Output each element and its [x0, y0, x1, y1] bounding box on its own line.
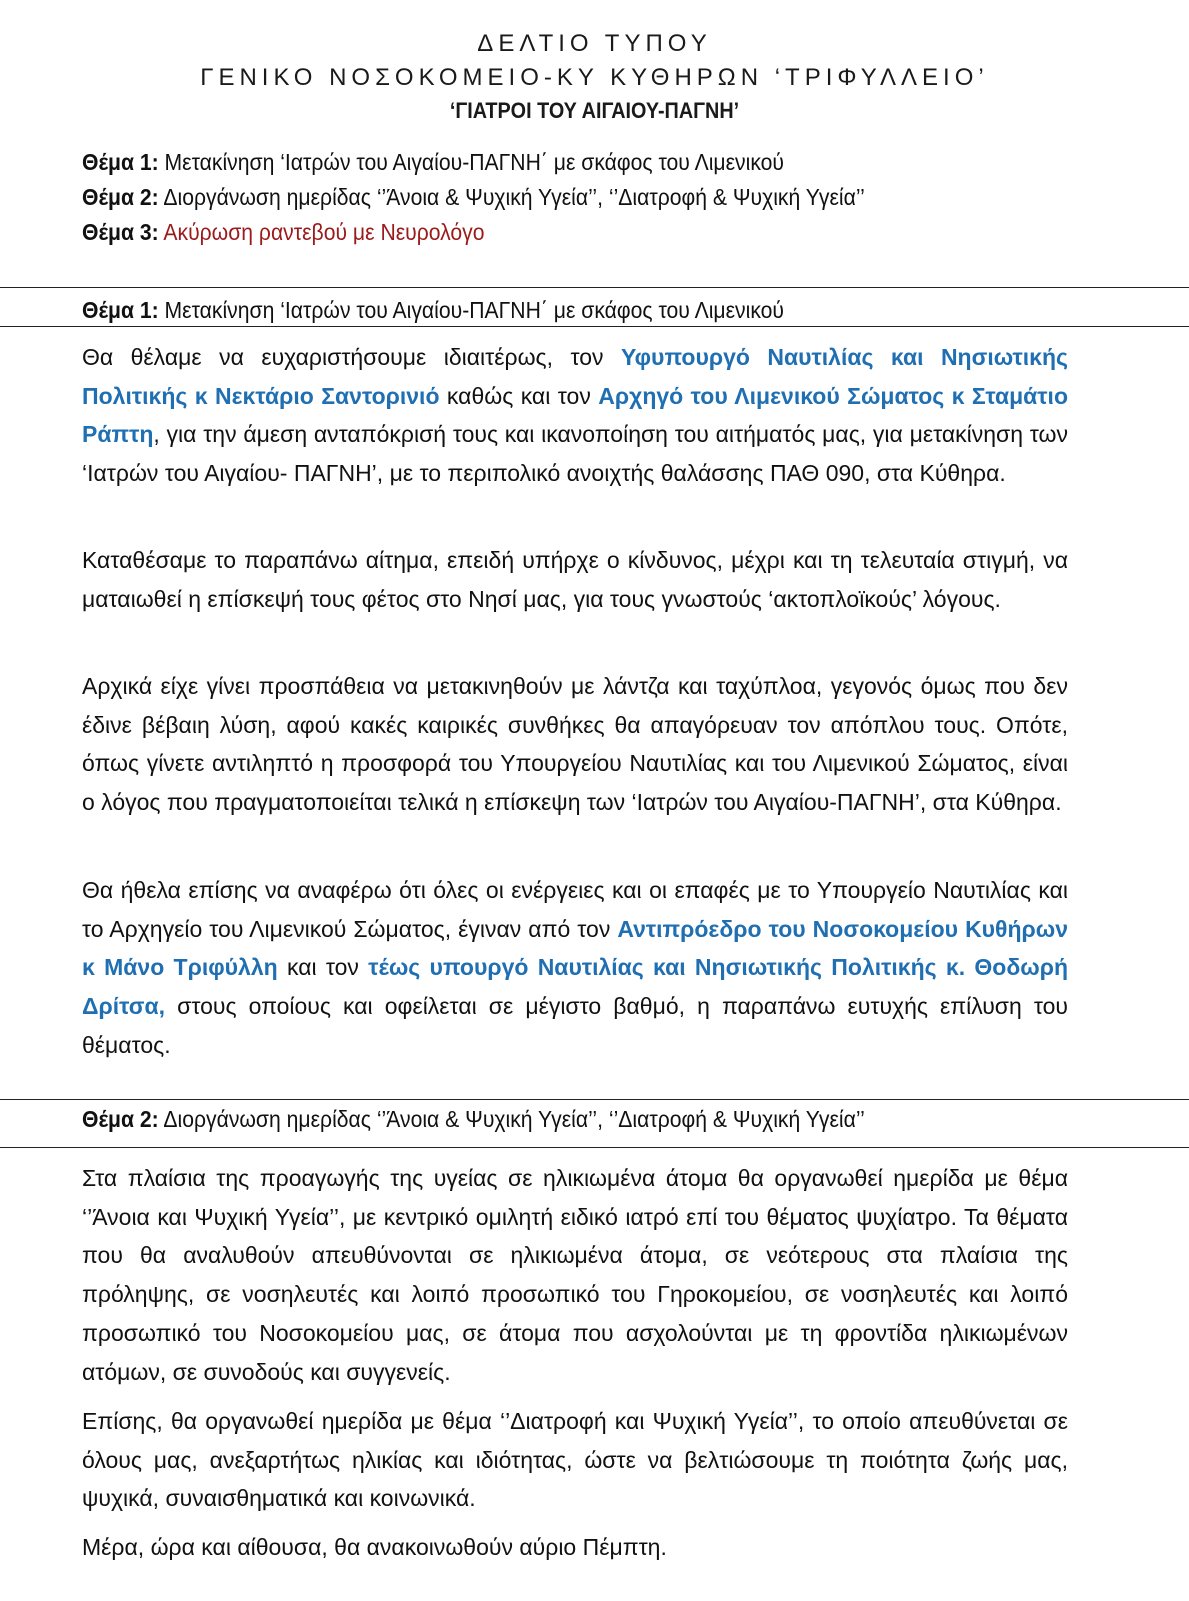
text: Θα θέλαμε να ευχαριστήσουμε ιδιαιτέρως, τον	[82, 344, 621, 370]
topic-2	[82, 184, 865, 211]
hospital-name: ΓΕΝΙΚΟ ΝΟΣΟΚΟΜΕΙΟ-ΚΥ ΚΥΘΗΡΩΝ ‘ΤΡΙΦΥΛΛΕΙΟ’	[200, 64, 989, 91]
text: και τον	[277, 954, 369, 981]
section-divider	[0, 287, 1189, 288]
topic-3	[82, 219, 485, 246]
section-divider	[0, 326, 1189, 327]
topic-text: Μετακίνηση ‘Ιατρών του Αιγαίου-ΠΑΓΝΗ΄ με σκάφος του Λιμενικού	[158, 149, 784, 175]
topic-label: Θέμα 3:	[82, 219, 159, 245]
topic-text: Ακύρωση ραντεβού με Νευρολόγο	[158, 219, 485, 245]
highlighted-name: Αντιπρόεδρο του Νοσοκομείου Κυθήρων κ Μάνο Τριφύλλη	[82, 915, 1068, 981]
text: Θα ήθελα επίσης να αναφέρω ότι όλες οι ενέργειες και οι επαφές με το Υπουργείο Ναυτιλίας και το Αρχηγείο του Λιμενικού Σώματος, έγιναν από τον	[82, 877, 1068, 942]
topic-1	[82, 149, 784, 176]
section-title: Διοργάνωση ημερίδας ‘’Άνοια & Ψυχική Υγεία’’, ‘’Διατροφή & Ψυχική Υγεία’’	[158, 1106, 865, 1132]
highlighted-name: Υφυπουργό Ναυτιλίας και Νησιωτικής Πολιτικής κ Νεκτάριο Σαντορινιό	[82, 344, 1069, 409]
topic-label: Θέμα 1:	[82, 149, 159, 175]
section-2-paragraph-2: Επίσης, θα οργανωθεί ημερίδα με θέμα ‘’Διατροφή και Ψυχική Υγεία’’, το οποίο απευθύνεται σε όλους μας, ανεξαρτήτως ηλικίας και ιδιότητας, ώστε να βελτιώσουμε τη ποιότητα ζωής μας, ψυχικά, συναισθηματικά και κοινωνικά.	[82, 1408, 1068, 1512]
program-name: ‘ΓΙΑΤΡΟΙ ΤΟΥ ΑΙΓΑΙΟΥ-ΠΑΓΝΗ’	[449, 98, 740, 123]
section-2-paragraph-1: Στα πλαίσια της προαγωγής της υγείας σε ηλικιωμένα άτομα θα οργανωθεί ημερίδα με θέμα ‘’Άνοια και Ψυχική Υγεία’’, με κεντρικό ομιλητή ειδικό ιατρό επί του θέματος ψυχίατρο. Τα θέματα που θα αναλυθούν απευθύνονται σε ηλικιωμένα άτομα, σε νεότερους στα πλαίσια της πρόληψης, σε νοσηλευτές και λοιπό προσωπικό του Γηροκομείου, σε νοσηλευτές και λοιπό προσωπικό του Νοσοκομείου μας, σε άτομα που ασχολούνται με τη φροντίδα ηλικιωμένων ατόμων, σε συνοδούς και συγγενείς.	[82, 1165, 1068, 1385]
section-title: Μετακίνηση ‘Ιατρών του Αιγαίου-ΠΑΓΝΗ΄ με σκάφος του Λιμενικού	[158, 297, 784, 323]
section-divider	[0, 1147, 1189, 1148]
section-divider	[0, 1099, 1189, 1100]
section-2-heading	[82, 1106, 865, 1133]
section-label: Θέμα 1:	[82, 297, 159, 323]
section-1-heading	[82, 297, 784, 324]
text: καθώς και τον	[439, 382, 599, 409]
topic-label: Θέμα 2:	[82, 184, 159, 210]
section-1-paragraph-1	[82, 338, 1068, 493]
section-1-paragraph-4	[82, 871, 1068, 1065]
section-2-paragraph-3: Μέρα, ώρα και αίθουσα, θα ανακοινωθούν αύριο Πέμπτη.	[82, 1534, 667, 1560]
section-1-paragraph-3: Αρχικά είχε γίνει προσπάθεια να μετακινηθούν με λάντζα και ταχύπλοα, γεγονός όμως που δεν έδινε βέβαιη λύση, αφού κακές καιρικές συνθήκες θα απαγόρευαν τον απόπλου τους. Οπότε, όπως γίνετε αντιληπτό η προσφορά του Υπουργείου Ναυτιλίας και του Λιμενικού Σώματος, είναι ο λόγος που πραγματοποιείται τελικά η επίσκεψη των ‘Ιατρών του Αιγαίου-ΠΑΓΝΗ’, στα Κύθηρα.	[82, 673, 1068, 816]
section-label: Θέμα 2:	[82, 1106, 159, 1132]
topic-text: Διοργάνωση ημερίδας ‘’Άνοια & Ψυχική Υγεία’’, ‘’Διατροφή & Ψυχική Υγεία’’	[158, 184, 865, 210]
highlighted-name: τέως υπουργό Ναυτιλίας και Νησιωτικής Πολιτικής κ. Θοδωρή Δρίτσα,	[82, 954, 1068, 1020]
text: , για την άμεση ανταπόκρισή τους και ικανοποίηση του αιτήματός μας, για μετακίνηση των ‘Ιατρών του Αιγαίου- ΠΑΓΝΗ’, με το περιπολικό ανοιχτής θαλάσσης ΠΑΘ 090, στα Κύθηρα.	[82, 421, 1068, 487]
highlighted-name: Αρχηγό του Λιμενικού Σώματος κ Σταμάτιο Ράπτη	[82, 382, 1068, 448]
doc-title: ΔΕΛΤΙΟ ΤΥΠΟΥ	[477, 30, 712, 57]
text: στους οποίους και οφείλεται σε μέγιστο βαθμό, η παραπάνω ευτυχής επίλυση του θέματος.	[82, 993, 1068, 1058]
section-1-paragraph-2: Καταθέσαμε το παραπάνω αίτημα, επειδή υπήρχε ο κίνδυνος, μέχρι και τη τελευταία στιγμή, να ματαιωθεί η επίσκεψή τους φέτος στο Νησί μας, για τους γνωστούς ‘ακτοπλοϊκούς’ λόγους.	[82, 547, 1068, 612]
